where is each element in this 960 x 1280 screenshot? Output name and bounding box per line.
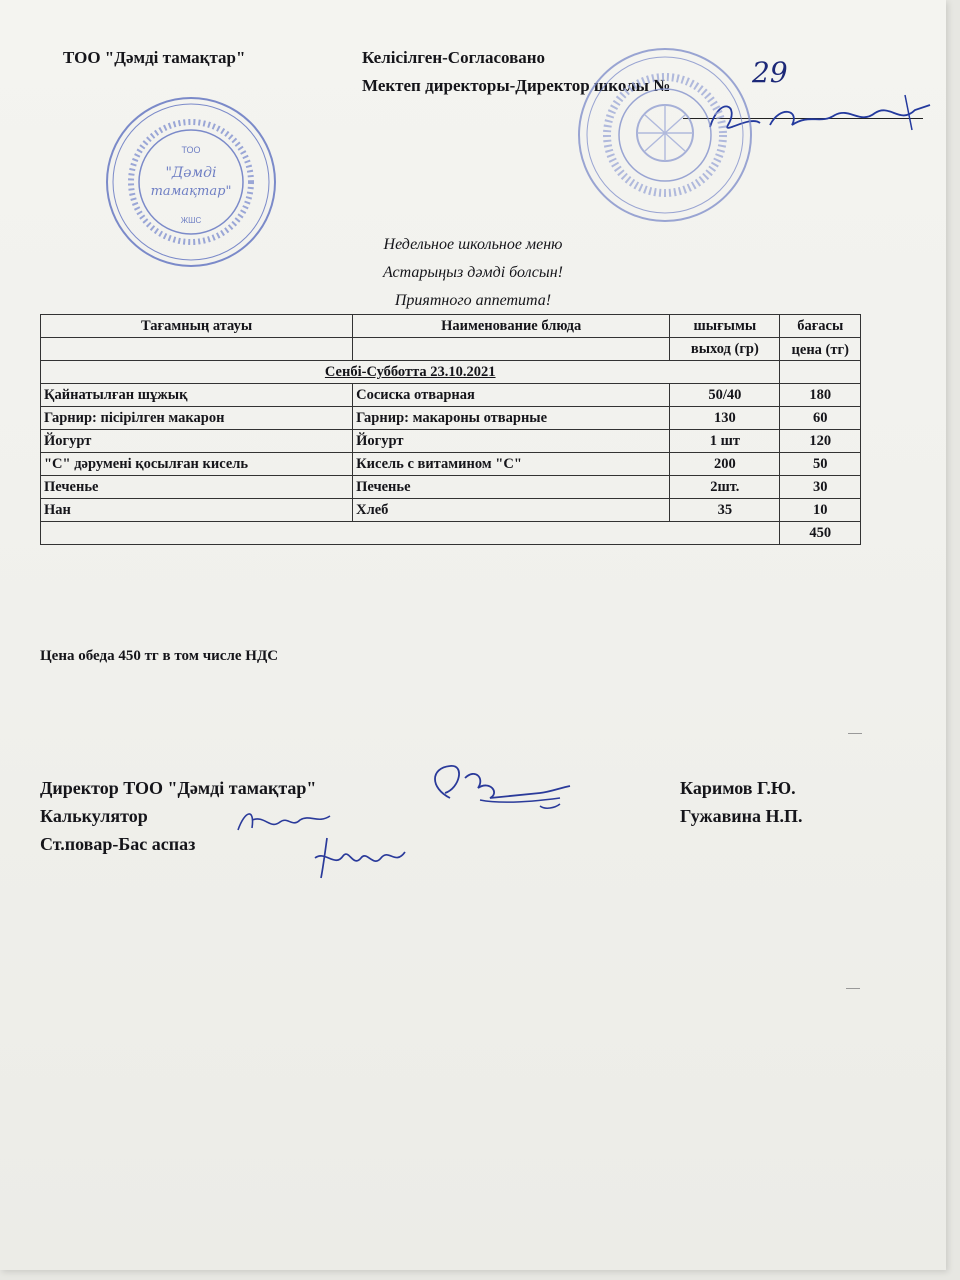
day-row xyxy=(41,361,861,384)
dish-yield: 200 xyxy=(670,453,780,476)
dish-kz: "С" дәрумені қосылған кисель xyxy=(41,453,353,476)
calculator-name: Гужавина Н.П. xyxy=(680,806,803,826)
header-ru-name: Наименование блюда xyxy=(353,315,670,338)
table-row xyxy=(41,430,861,453)
agreed-label: Келісілген-Согласовано xyxy=(362,48,546,67)
company-name: ТОО "Дәмді тамақтар" xyxy=(63,48,246,67)
day-empty xyxy=(780,361,861,384)
menu-subtitle-ru: Приятного аппетита! xyxy=(394,292,552,309)
chef-signature xyxy=(305,828,415,888)
menu-subtitle-kz: Астарыңыз дәмді болсын! xyxy=(383,264,563,281)
table-row xyxy=(41,407,861,430)
total-row xyxy=(41,522,861,545)
calculator-role: Калькулятор xyxy=(40,806,148,826)
director-name: Каримов Г.Ю. xyxy=(680,778,796,798)
dish-ru: Кисель с витамином "С" xyxy=(353,453,670,476)
dish-price: 120 xyxy=(780,430,861,453)
table-row xyxy=(41,453,861,476)
dish-price: 50 xyxy=(780,453,861,476)
header-yield-ru: выход (гр) xyxy=(670,338,780,361)
dish-yield: 2шт. xyxy=(670,476,780,499)
dish-ru: Йогурт xyxy=(353,430,670,453)
total-price: 450 xyxy=(780,522,861,545)
table-header-row xyxy=(41,315,861,338)
director-signature xyxy=(420,758,580,828)
school-number-handwritten: 29 xyxy=(752,56,788,89)
dish-ru: Сосиска отварная xyxy=(353,384,670,407)
subheader-empty xyxy=(353,338,670,361)
stamp-text-mid1: "Дәмді xyxy=(165,165,217,181)
mark-dash xyxy=(846,988,860,989)
dish-yield: 50/40 xyxy=(670,384,780,407)
mark-dash xyxy=(848,733,862,734)
header-price-ru: цена (тг) xyxy=(780,338,861,361)
stamp-text-top: ТОО xyxy=(181,145,201,155)
stamp-text-bottom: ЖШС xyxy=(180,216,202,225)
table-row xyxy=(41,476,861,499)
dish-yield: 35 xyxy=(670,499,780,522)
director-role: Директор ТОО "Дәмді тамақтар" xyxy=(40,778,317,798)
menu-table xyxy=(40,314,861,545)
price-note: Цена обеда 450 тг в том числе НДС xyxy=(40,648,279,664)
header-kz-name: Тағамның атауы xyxy=(41,315,353,338)
day-label: Сенбі-Субботта 23.10.2021 xyxy=(41,361,780,384)
dish-price: 10 xyxy=(780,499,861,522)
subheader-empty xyxy=(41,338,353,361)
header-yield-kz: шығымы xyxy=(670,315,780,338)
school-stamp xyxy=(575,45,755,225)
dish-ru: Хлеб xyxy=(353,499,670,522)
total-empty xyxy=(41,522,780,545)
dish-ru: Печенье xyxy=(353,476,670,499)
dish-kz: Йогурт xyxy=(41,430,353,453)
dish-price: 180 xyxy=(780,384,861,407)
table-row xyxy=(41,499,861,522)
dish-kz: Қайнатылған шұжық xyxy=(41,384,353,407)
dish-price: 30 xyxy=(780,476,861,499)
dish-ru: Гарнир: макароны отварные xyxy=(353,407,670,430)
dish-price: 60 xyxy=(780,407,861,430)
school-director-label: Мектеп директоры-Директор школы № xyxy=(362,76,671,95)
table-row xyxy=(41,384,861,407)
dish-kz: Гарнир: пісірілген макарон xyxy=(41,407,353,430)
dish-kz: Печенье xyxy=(41,476,353,499)
dish-yield: 1 шт xyxy=(670,430,780,453)
table-subheader-row xyxy=(41,338,861,361)
dish-yield: 130 xyxy=(670,407,780,430)
chef-role: Ст.повар-Бас аспаз xyxy=(40,834,196,854)
stamp-text-mid2: тамақтар" xyxy=(150,184,232,199)
header-price-kz: бағасы xyxy=(780,315,861,338)
menu-title: Недельное школьное меню xyxy=(383,236,563,253)
dish-kz: Нан xyxy=(41,499,353,522)
